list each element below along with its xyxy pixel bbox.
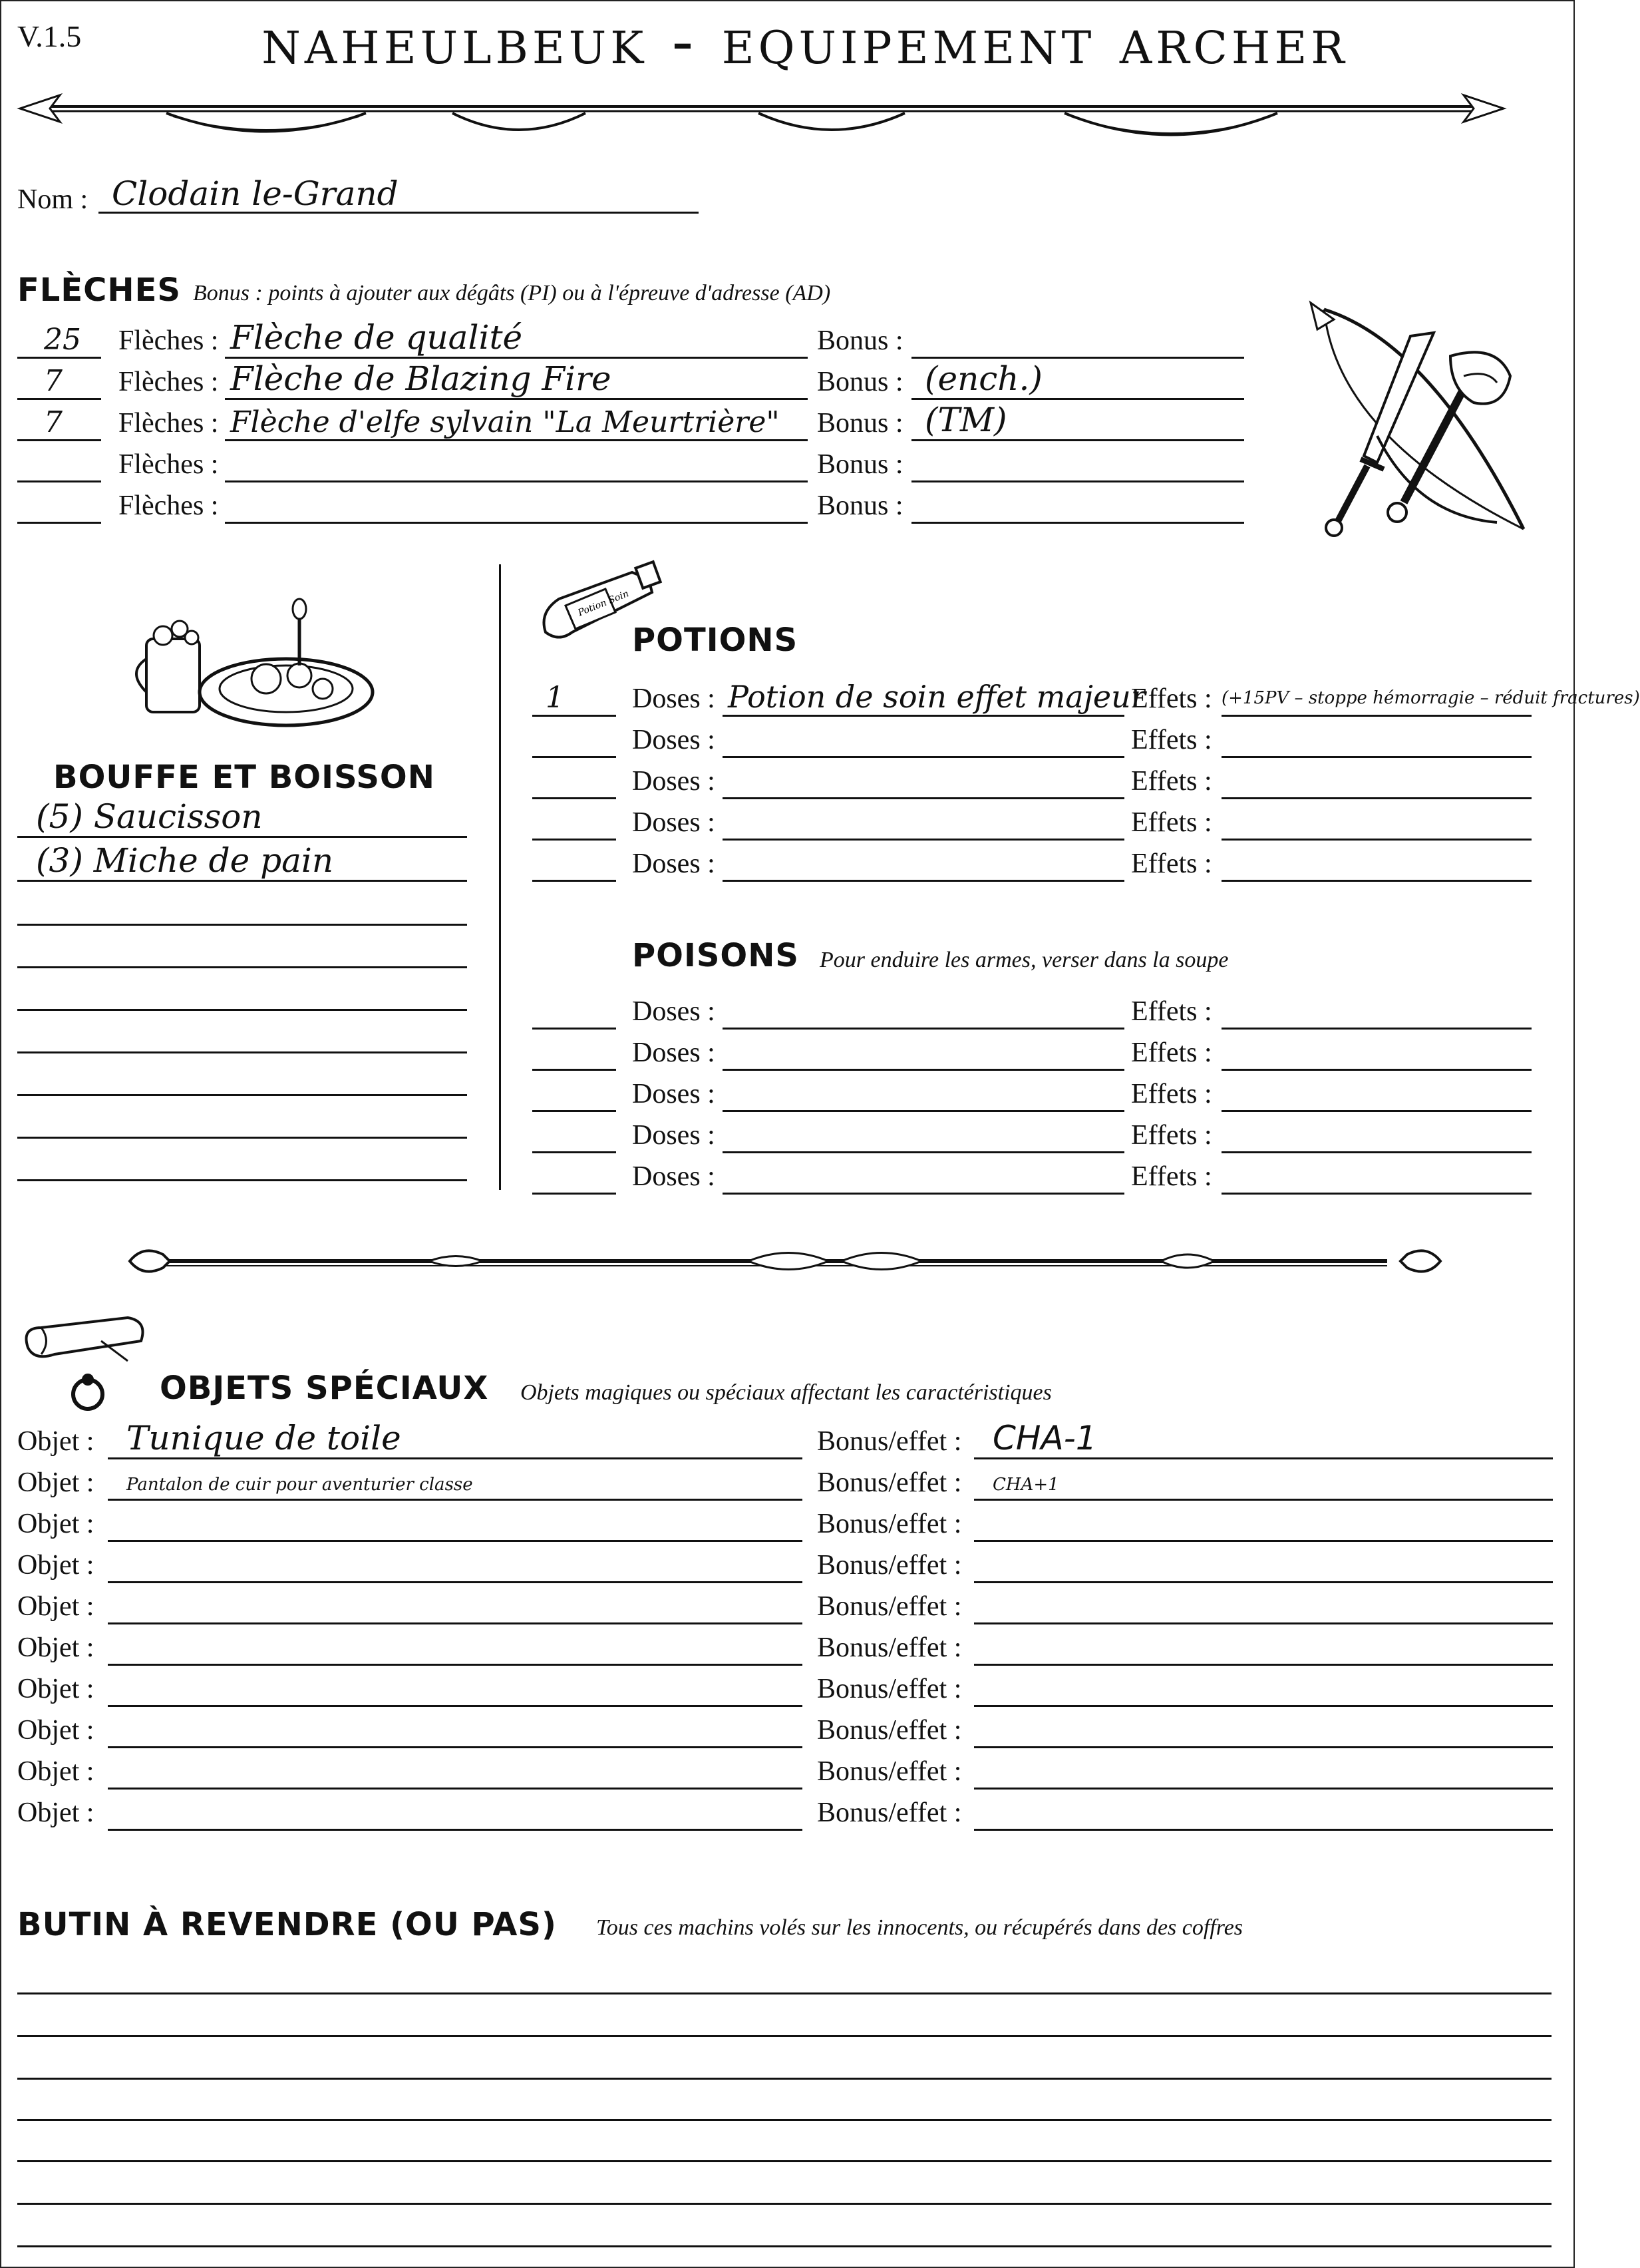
food-item-field[interactable] <box>17 929 467 968</box>
potion-row <box>532 677 1640 719</box>
loot-item-field[interactable] <box>17 2040 1552 2080</box>
potion-effect-field[interactable] <box>1222 843 1532 882</box>
poison-effect-field[interactable] <box>1222 1114 1532 1153</box>
object-bonus-label: Bonus/effet : <box>817 1550 962 1581</box>
arrow-bonus-field[interactable] <box>911 484 1244 524</box>
object-bonus-field[interactable] <box>974 1503 1553 1542</box>
arrow-item-label: Flèches : <box>118 408 219 439</box>
object-bonus-label: Bonus/effet : <box>817 1509 962 1539</box>
potion-name-field[interactable] <box>723 760 1124 799</box>
arrow-bonus-field[interactable]: (ench.) <box>911 361 1244 400</box>
potion-effect-field[interactable] <box>1222 760 1532 799</box>
object-bonus-label: Bonus/effet : <box>817 1632 962 1663</box>
arrow-bonus-label: Bonus : <box>817 367 903 397</box>
object-bonus-field[interactable] <box>974 1709 1553 1748</box>
poison-row <box>532 1073 1557 1114</box>
poison-effects-label: Effets : <box>1131 1120 1212 1151</box>
object-name-field[interactable] <box>108 1544 802 1583</box>
object-label: Objet : <box>17 1797 94 1828</box>
name-label: Nom : <box>17 184 88 215</box>
object-bonus-field[interactable]: CHA+1 <box>974 1461 1553 1501</box>
page-title: naheulbeuk - equipement archer <box>261 4 1349 79</box>
arrow-qty-field[interactable] <box>17 484 101 524</box>
loot-item-field[interactable] <box>17 2166 1552 2205</box>
poison-doses-label: Doses : <box>632 1038 715 1068</box>
food-drink-icon <box>133 599 373 732</box>
food-item-field[interactable] <box>17 1099 467 1139</box>
object-bonus-label: Bonus/effet : <box>817 1467 962 1498</box>
arrow-qty-field[interactable]: 25 <box>17 319 101 359</box>
staff-divider-icon <box>123 1238 1447 1284</box>
arrows-section-title: FLÈCHES <box>17 272 181 309</box>
poison-effect-field[interactable] <box>1222 990 1532 1030</box>
arrow-bonus-label: Bonus : <box>817 325 903 356</box>
poisons-section-subtitle: Pour enduire les armes, verser dans la soupe <box>820 948 1229 972</box>
arrow-name-field[interactable] <box>225 443 808 482</box>
potion-name-field[interactable] <box>723 719 1124 758</box>
scroll-ring-icon <box>15 1314 154 1421</box>
potion-qty-field[interactable] <box>532 760 616 799</box>
object-bonus-label: Bonus/effet : <box>817 1756 962 1787</box>
poison-effect-field[interactable] <box>1222 1032 1532 1071</box>
potion-effects-label: Effets : <box>1131 849 1212 879</box>
poison-effects-label: Effets : <box>1131 1038 1212 1068</box>
loot-item-field[interactable] <box>17 2208 1552 2247</box>
food-item-field[interactable] <box>17 886 467 926</box>
object-name-field[interactable] <box>108 1750 802 1790</box>
potion-qty-field[interactable] <box>532 719 616 758</box>
potion-name-field[interactable] <box>723 801 1124 841</box>
special-object-row <box>0 1503 1575 1544</box>
arrow-bonus-field[interactable] <box>911 443 1244 482</box>
arrow-qty-field[interactable]: 7 <box>17 402 101 441</box>
object-name-field[interactable] <box>108 1626 802 1666</box>
object-label: Objet : <box>17 1467 94 1498</box>
object-label: Objet : <box>17 1550 94 1581</box>
poison-doses-label: Doses : <box>632 1120 715 1151</box>
name-value: Clodain le-Grand <box>112 174 399 213</box>
poison-row <box>532 1155 1557 1197</box>
poison-effect-field[interactable] <box>1222 1155 1532 1195</box>
crossed-weapons-icon <box>1297 303 1550 556</box>
arrows-section-subtitle: Bonus : points à ajouter aux dégâts (PI) ou à l'épreuve d'adresse (AD) <box>193 281 831 305</box>
special-object-row <box>0 1420 1575 1461</box>
food-section-title: BOUFFE ET BOISSON <box>53 759 435 796</box>
potion-effect-field[interactable]: (+15PV – stoppe hémorragie – réduit fractures) <box>1222 677 1532 717</box>
special-section-subtitle: Objets magiques ou spéciaux affectant les caractéristiques <box>520 1380 1052 1405</box>
special-object-row <box>0 1750 1575 1792</box>
special-object-row <box>0 1585 1575 1626</box>
object-name-field[interactable] <box>108 1585 802 1624</box>
object-label: Objet : <box>17 1756 94 1787</box>
loot-item-field[interactable] <box>17 1955 1552 1994</box>
arrow-row <box>0 319 1264 361</box>
poison-effects-label: Effets : <box>1131 1161 1212 1192</box>
loot-section-title: BUTIN À REVENDRE (OU PAS) <box>17 1906 557 1943</box>
food-item-field[interactable]: (5) Saucisson <box>17 799 467 838</box>
object-name-field[interactable] <box>108 1503 802 1542</box>
poison-row <box>532 1032 1557 1073</box>
potion-doses-label: Doses : <box>632 766 715 797</box>
special-section-title: OBJETS SPÉCIAUX <box>160 1370 489 1407</box>
arrow-row <box>0 484 1264 526</box>
poison-row <box>532 990 1557 1032</box>
arrow-bonus-label: Bonus : <box>817 449 903 480</box>
food-item-field[interactable] <box>17 1057 467 1096</box>
arrow-divider-icon <box>13 83 1510 150</box>
poison-name-field[interactable] <box>723 1155 1124 1195</box>
special-object-row <box>0 1461 1575 1503</box>
poisons-list <box>532 990 1557 1203</box>
potion-row <box>532 801 1557 843</box>
arrow-row <box>0 402 1264 443</box>
special-object-row <box>0 1668 1575 1709</box>
potion-doses-label: Doses : <box>632 807 715 838</box>
object-bonus-field[interactable] <box>974 1626 1553 1666</box>
loot-item-field[interactable] <box>17 2082 1552 2121</box>
arrow-item-label: Flèches : <box>118 449 219 480</box>
object-label: Objet : <box>17 1591 94 1622</box>
arrow-item-label: Flèches : <box>118 490 219 521</box>
food-item-field[interactable] <box>17 1142 467 1181</box>
poison-effects-label: Effets : <box>1131 996 1212 1027</box>
poison-name-field[interactable] <box>723 990 1124 1030</box>
arrow-name-field[interactable]: Flèche de qualité <box>225 319 808 359</box>
object-bonus-field[interactable] <box>974 1544 1553 1583</box>
object-bonus-field[interactable] <box>974 1750 1553 1790</box>
arrow-name-field[interactable]: Flèche de Blazing Fire <box>225 361 808 400</box>
special-object-row <box>0 1792 1575 1833</box>
potion-qty-field[interactable]: 1 <box>532 677 616 717</box>
poison-row <box>532 1114 1557 1155</box>
potion-doses-label: Doses : <box>632 683 715 714</box>
arrow-item-label: Flèches : <box>118 325 219 356</box>
arrow-bonus-field[interactable]: (TM) <box>911 402 1244 441</box>
arrows-list <box>0 319 1264 532</box>
arrow-row <box>0 443 1264 484</box>
arrow-name-field[interactable]: Flèche d'elfe sylvain "La Meurtrière" <box>225 402 808 441</box>
potion-row <box>532 843 1557 884</box>
object-bonus-field[interactable] <box>974 1585 1553 1624</box>
food-list <box>17 799 470 1198</box>
poison-doses-label: Doses : <box>632 996 715 1027</box>
potion-row <box>532 760 1557 801</box>
poison-qty-field[interactable] <box>532 1073 616 1112</box>
object-bonus-label: Bonus/effet : <box>817 1715 962 1746</box>
poison-qty-field[interactable] <box>532 1155 616 1195</box>
potion-qty-field[interactable] <box>532 843 616 882</box>
poison-effects-label: Effets : <box>1131 1079 1212 1109</box>
poison-name-field[interactable] <box>723 1114 1124 1153</box>
arrow-bonus-label: Bonus : <box>817 408 903 439</box>
arrow-qty-field[interactable] <box>17 443 101 482</box>
version-label: V.1.5 <box>17 19 82 53</box>
arrow-qty-field[interactable]: 7 <box>17 361 101 400</box>
poison-name-field[interactable] <box>723 1073 1124 1112</box>
special-object-row <box>0 1709 1575 1750</box>
arrow-bonus-label: Bonus : <box>817 490 903 521</box>
potion-effect-field[interactable] <box>1222 801 1532 841</box>
poison-effect-field[interactable] <box>1222 1073 1532 1112</box>
poison-qty-field[interactable] <box>532 990 616 1030</box>
object-bonus-field[interactable]: CHA-1 <box>974 1420 1553 1459</box>
poisons-section-title: POISONS <box>632 937 799 974</box>
object-bonus-label: Bonus/effet : <box>817 1591 962 1622</box>
special-object-row <box>0 1626 1575 1668</box>
loot-list <box>17 1955 1554 2261</box>
food-item-field[interactable] <box>17 1014 467 1053</box>
loot-section-subtitle: Tous ces machins volés sur les innocents, ou récupérés dans des coffres <box>596 1915 1243 1940</box>
object-name-field[interactable]: Tunique de toile <box>108 1420 802 1459</box>
potion-effects-label: Effets : <box>1131 725 1212 755</box>
arrow-item-label: Flèches : <box>118 367 219 397</box>
object-name-field[interactable] <box>108 1709 802 1748</box>
potion-row <box>532 719 1557 760</box>
poison-qty-field[interactable] <box>532 1114 616 1153</box>
object-label: Objet : <box>17 1426 94 1457</box>
potions-list <box>532 677 1640 890</box>
poison-qty-field[interactable] <box>532 1032 616 1071</box>
arrow-name-field[interactable] <box>225 484 808 524</box>
potion-name-field[interactable] <box>723 843 1124 882</box>
poison-name-field[interactable] <box>723 1032 1124 1071</box>
potion-effects-label: Effets : <box>1131 807 1212 838</box>
poison-doses-label: Doses : <box>632 1079 715 1109</box>
food-item-field[interactable] <box>17 972 467 1011</box>
arrow-bonus-field[interactable] <box>911 319 1244 359</box>
arrow-row <box>0 361 1264 402</box>
object-name-field[interactable]: Pantalon de cuir pour aventurier classe <box>108 1461 802 1501</box>
loot-item-field[interactable] <box>17 2123 1552 2162</box>
potion-name-field[interactable]: Potion de soin effet majeur <box>723 677 1124 717</box>
object-label: Objet : <box>17 1509 94 1539</box>
object-label: Objet : <box>17 1674 94 1704</box>
potion-effects-label: Effets : <box>1131 766 1212 797</box>
object-bonus-label: Bonus/effet : <box>817 1797 962 1828</box>
special-objects-list <box>0 1420 1575 1846</box>
potions-section-title: POTIONS <box>632 622 798 659</box>
potion-doses-label: Doses : <box>632 725 715 755</box>
food-item-field[interactable]: (3) Miche de pain <box>17 843 467 882</box>
object-bonus-field[interactable] <box>974 1792 1553 1831</box>
column-divider <box>499 564 501 1190</box>
object-bonus-label: Bonus/effet : <box>817 1674 962 1704</box>
special-object-row <box>0 1544 1575 1585</box>
loot-item-field[interactable] <box>17 1998 1552 2037</box>
potion-effect-field[interactable] <box>1222 719 1532 758</box>
potion-bottle-label: Potion Soin <box>576 588 631 619</box>
object-label: Objet : <box>17 1632 94 1663</box>
potion-effects-label: Effets : <box>1131 683 1212 714</box>
potion-doses-label: Doses : <box>632 849 715 879</box>
object-bonus-label: Bonus/effet : <box>817 1426 962 1457</box>
object-label: Objet : <box>17 1715 94 1746</box>
object-name-field[interactable] <box>108 1792 802 1831</box>
potion-qty-field[interactable] <box>532 801 616 841</box>
object-name-field[interactable] <box>108 1668 802 1707</box>
object-bonus-field[interactable] <box>974 1668 1553 1707</box>
poison-doses-label: Doses : <box>632 1161 715 1192</box>
